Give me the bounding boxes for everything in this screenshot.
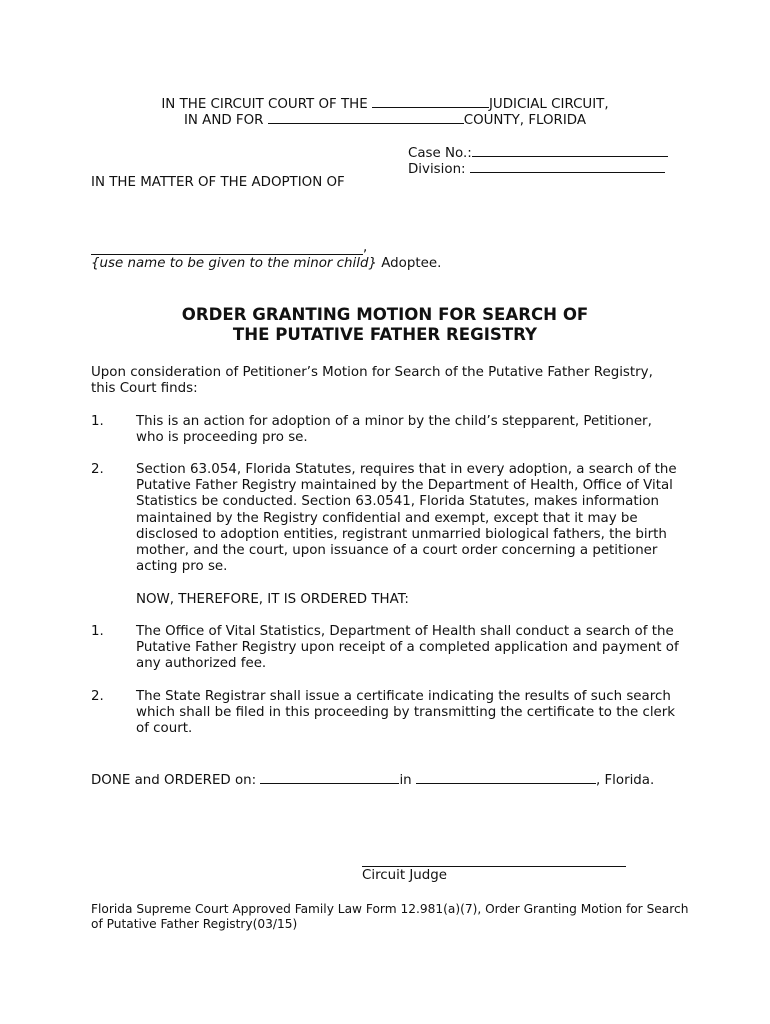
county-blank[interactable] (268, 110, 464, 124)
case-number-label: Case No.: (408, 146, 472, 161)
in-label: in (399, 773, 412, 788)
adoptee-label: Adoptee. (381, 256, 442, 271)
order-title-line-1: ORDER GRANTING MOTION FOR SEARCH OF (181, 305, 589, 324)
order-2-number: 2. (91, 689, 104, 704)
done-ordered-label: DONE and ORDERED on: (91, 773, 257, 788)
finding-1-number: 1. (91, 414, 104, 429)
minor-child-name-hint: {use name to be given to the minor child} (91, 256, 377, 271)
judge-signature-line[interactable] (362, 853, 626, 867)
adoption-matter-heading: IN THE MATTER OF THE ADOPTION OF (91, 175, 345, 190)
division-label: Division: (408, 162, 466, 177)
division-row (408, 159, 665, 178)
caption-in-and-for-text: IN AND FOR (183, 113, 264, 128)
intro-paragraph: Upon consideration of Petitioner’s Motion for Search of the Putative Father Registry, this Court finds: (91, 365, 653, 397)
ordered-heading: NOW, THEREFORE, IT IS ORDERED THAT: (136, 592, 409, 607)
finding-2-text: Section 63.054, Florida Statutes, requires that in every adoption, a search of the Putative Father Registry maintained by the Department of Health, Office of Vital Statistics be conducted. Section 63.0541, Florida Statutes, makes information maintained by the Registry confidential and exempt, except that it may be disclosed to adoption entities, registrant unmarried biological fathers, the birth mother, and the court, upon issuance of a court order concerning a petitioner acting pro se. (136, 462, 677, 575)
form-footer: Florida Supreme Court Approved Family Law Form 12.981(a)(7), Order Granting Motion for Search of Putative Father Registry(03/15) (91, 902, 689, 931)
adoptee-line (91, 256, 441, 272)
name-comma: , (363, 240, 368, 255)
order-city-blank[interactable] (416, 770, 596, 784)
order-2-text: The State Registrar shall issue a certificate indicating the results of such search which shall be filed in this proceeding by transmitting the certificate to the clerk of court. (136, 689, 676, 737)
done-ordered-line (91, 770, 654, 789)
court-caption-line-2 (0, 110, 770, 129)
caption-court-text: IN THE CIRCUIT COURT OF THE (161, 97, 368, 112)
caption-county-text: COUNTY, FLORIDA (463, 113, 587, 128)
case-number-blank[interactable] (472, 143, 668, 157)
order-date-blank[interactable] (260, 770, 399, 784)
order-1-text: The Office of Vital Statistics, Department of Health shall conduct a search of the Putative Father Registry upon receipt of a completed application and payment of any authorized fee. (136, 624, 679, 672)
division-blank[interactable] (470, 159, 665, 173)
finding-1-text: This is an action for adoption of a minor by the child’s stepparent, Petitioner, who is proceeding pro se. (136, 414, 652, 446)
order-1-number: 1. (91, 624, 104, 639)
judicial-circuit-blank[interactable] (372, 94, 489, 108)
order-title-line-2: THE PUTATIVE FATHER REGISTRY (232, 325, 538, 344)
caption-circuit-text: JUDICIAL CIRCUIT, (488, 97, 609, 112)
minor-child-name-blank[interactable] (91, 241, 363, 255)
florida-suffix: , Florida. (595, 773, 655, 788)
finding-2-number: 2. (91, 462, 104, 477)
circuit-judge-label: Circuit Judge (362, 868, 448, 883)
